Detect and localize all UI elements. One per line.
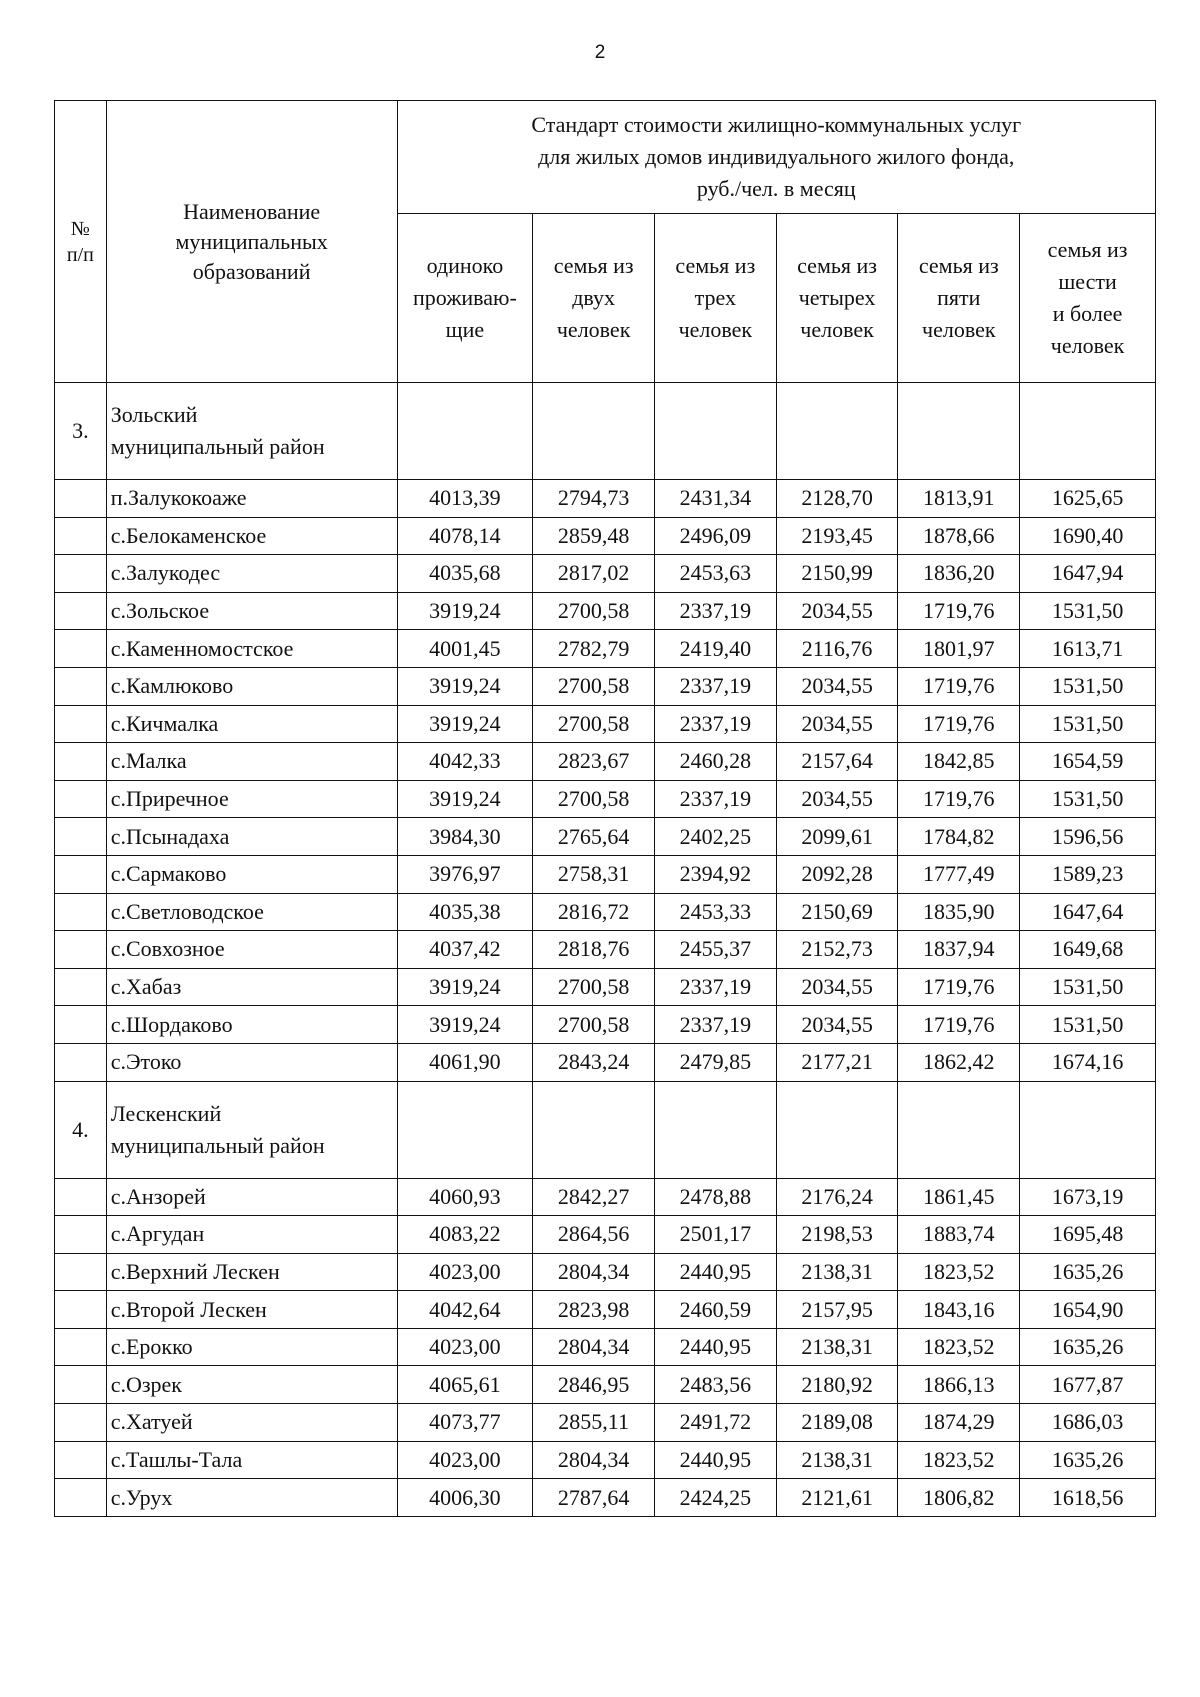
col-header-line: трех bbox=[694, 285, 737, 310]
cost-value: 3919,24 bbox=[397, 705, 533, 743]
cost-value: 1531,50 bbox=[1020, 1006, 1156, 1044]
section-name-line2: муниципальный район bbox=[110, 1132, 325, 1158]
cost-value: 2453,33 bbox=[654, 893, 776, 931]
settlement-name: с.Верхний Лескен bbox=[106, 1253, 397, 1291]
empty-cell bbox=[654, 383, 776, 480]
num-label-line1: № bbox=[70, 217, 90, 240]
col-header-line: человек bbox=[678, 317, 753, 342]
row-number-cell bbox=[55, 1253, 107, 1291]
cost-value: 1531,50 bbox=[1020, 780, 1156, 818]
cost-value: 3919,24 bbox=[397, 667, 533, 705]
cost-value: 4023,00 bbox=[397, 1253, 533, 1291]
cost-value: 2496,09 bbox=[654, 517, 776, 555]
cost-value: 3984,30 bbox=[397, 818, 533, 856]
cost-value: 1823,52 bbox=[898, 1253, 1020, 1291]
cost-value: 2116,76 bbox=[776, 630, 898, 668]
cost-value: 3919,24 bbox=[397, 780, 533, 818]
cost-value: 1589,23 bbox=[1020, 855, 1156, 893]
cost-value: 1843,16 bbox=[898, 1291, 1020, 1329]
col-header-line: и более bbox=[1052, 301, 1123, 326]
table-row bbox=[55, 667, 1156, 705]
page-number: 2 bbox=[594, 42, 606, 63]
col-header-line: семья из bbox=[553, 253, 634, 278]
cost-value: 2034,55 bbox=[776, 667, 898, 705]
col-header-household-2 bbox=[533, 214, 655, 383]
cost-value: 1719,76 bbox=[898, 780, 1020, 818]
col-header-line: человек bbox=[556, 317, 631, 342]
settlement-name: с.Ерокко bbox=[106, 1328, 397, 1366]
row-number-cell bbox=[55, 705, 107, 743]
cost-value: 2138,31 bbox=[776, 1328, 898, 1366]
settlement-name: с.Залукодес bbox=[106, 555, 397, 593]
row-number-cell bbox=[55, 743, 107, 781]
cost-value: 2804,34 bbox=[533, 1441, 655, 1479]
cost-value: 1654,90 bbox=[1020, 1291, 1156, 1329]
cost-value: 1695,48 bbox=[1020, 1216, 1156, 1254]
cost-value: 2034,55 bbox=[776, 968, 898, 1006]
empty-cell bbox=[533, 1081, 655, 1178]
cost-value: 1719,76 bbox=[898, 705, 1020, 743]
main-title-line2: для жилых домов индивидуального жилого фонда, bbox=[538, 144, 1015, 169]
cost-value: 2394,92 bbox=[654, 855, 776, 893]
cost-value: 1883,74 bbox=[898, 1216, 1020, 1254]
row-number-cell bbox=[55, 1328, 107, 1366]
cost-value: 1618,56 bbox=[1020, 1479, 1156, 1517]
col-header-line: семья из bbox=[675, 253, 756, 278]
cost-value: 1596,56 bbox=[1020, 818, 1156, 856]
table-row bbox=[55, 1178, 1156, 1216]
cost-value: 1649,68 bbox=[1020, 931, 1156, 969]
cost-value: 2337,19 bbox=[654, 705, 776, 743]
cost-value: 2817,02 bbox=[533, 555, 655, 593]
cost-value: 2424,25 bbox=[654, 1479, 776, 1517]
cost-value: 2034,55 bbox=[776, 1006, 898, 1044]
col-header-line: щие bbox=[445, 317, 485, 342]
main-title-line1: Стандарт стоимости жилищно-коммунальных услуг bbox=[531, 112, 1022, 137]
row-number-cell bbox=[55, 1291, 107, 1329]
section-number: 4. bbox=[55, 1081, 107, 1178]
col-header-line: проживаю- bbox=[412, 285, 517, 310]
cost-value: 4065,61 bbox=[397, 1366, 533, 1404]
cost-value: 2440,95 bbox=[654, 1253, 776, 1291]
cost-value: 2431,34 bbox=[654, 480, 776, 518]
empty-cell bbox=[898, 1081, 1020, 1178]
settlement-name: с.Ташлы-Тала bbox=[106, 1441, 397, 1479]
cost-value: 2193,45 bbox=[776, 517, 898, 555]
settlement-name: п.Залукокоаже bbox=[106, 480, 397, 518]
row-number-cell bbox=[55, 1404, 107, 1442]
col-header-line: шести bbox=[1058, 269, 1117, 294]
empty-cell bbox=[776, 1081, 898, 1178]
table-row bbox=[55, 1328, 1156, 1366]
cost-value: 2460,28 bbox=[654, 743, 776, 781]
settlement-name: с.Малка bbox=[106, 743, 397, 781]
col-header-line: семья из bbox=[918, 253, 999, 278]
row-number-cell bbox=[55, 1479, 107, 1517]
cost-value: 2846,95 bbox=[533, 1366, 655, 1404]
section-name-line2: муниципальный район bbox=[110, 434, 325, 459]
cost-value: 1531,50 bbox=[1020, 592, 1156, 630]
cost-value: 4083,22 bbox=[397, 1216, 533, 1254]
table-row bbox=[55, 1253, 1156, 1291]
table-row bbox=[55, 592, 1156, 630]
table-row bbox=[55, 1216, 1156, 1254]
settlement-name: с.Аргудан bbox=[106, 1216, 397, 1254]
row-number-cell bbox=[55, 818, 107, 856]
col-header-household-6 bbox=[1020, 214, 1156, 383]
cost-value: 1677,87 bbox=[1020, 1366, 1156, 1404]
cost-value: 1719,76 bbox=[898, 667, 1020, 705]
section-name bbox=[106, 383, 397, 480]
table-row bbox=[55, 855, 1156, 893]
cost-value: 2128,70 bbox=[776, 480, 898, 518]
cost-value: 1719,76 bbox=[898, 592, 1020, 630]
settlement-name: с.Анзорей bbox=[106, 1178, 397, 1216]
col-header-number bbox=[55, 101, 107, 383]
section-name-line1: Лескенский bbox=[110, 1100, 222, 1126]
cost-value: 4013,39 bbox=[397, 480, 533, 518]
cost-value: 2402,25 bbox=[654, 818, 776, 856]
section-name bbox=[106, 1081, 397, 1178]
table-row bbox=[55, 1441, 1156, 1479]
settlement-name: с.Светловодское bbox=[106, 893, 397, 931]
row-number-cell bbox=[55, 555, 107, 593]
cost-value: 2138,31 bbox=[776, 1253, 898, 1291]
name-label-line2: муниципальных bbox=[175, 228, 328, 254]
cost-value: 2794,73 bbox=[533, 480, 655, 518]
cost-value: 3919,24 bbox=[397, 968, 533, 1006]
col-header-line: четырех bbox=[798, 285, 876, 310]
cost-value: 2150,69 bbox=[776, 893, 898, 931]
cost-value: 2189,08 bbox=[776, 1404, 898, 1442]
table-row bbox=[55, 480, 1156, 518]
col-header-line: одиноко bbox=[426, 253, 504, 278]
col-header-name bbox=[106, 101, 397, 383]
cost-value: 2700,58 bbox=[533, 780, 655, 818]
settlement-name: с.Камлюково bbox=[106, 667, 397, 705]
cost-value: 1777,49 bbox=[898, 855, 1020, 893]
cost-value: 4035,68 bbox=[397, 555, 533, 593]
cost-value: 1654,59 bbox=[1020, 743, 1156, 781]
cost-value: 1862,42 bbox=[898, 1043, 1020, 1081]
cost-value: 2700,58 bbox=[533, 968, 655, 1006]
empty-cell bbox=[533, 383, 655, 480]
settlement-name: с.Хабаз bbox=[106, 968, 397, 1006]
cost-value: 2034,55 bbox=[776, 780, 898, 818]
cost-value: 2843,24 bbox=[533, 1043, 655, 1081]
cost-value: 1647,64 bbox=[1020, 893, 1156, 931]
cost-value: 4078,14 bbox=[397, 517, 533, 555]
num-label-line2: п/п bbox=[66, 243, 94, 266]
row-number-cell bbox=[55, 667, 107, 705]
cost-value: 2092,28 bbox=[776, 855, 898, 893]
cost-value: 1635,26 bbox=[1020, 1253, 1156, 1291]
cost-value: 2337,19 bbox=[654, 592, 776, 630]
cost-value: 2823,67 bbox=[533, 743, 655, 781]
cost-value: 2758,31 bbox=[533, 855, 655, 893]
cost-value: 2700,58 bbox=[533, 667, 655, 705]
cost-value: 4035,38 bbox=[397, 893, 533, 931]
table-row bbox=[55, 630, 1156, 668]
cost-value: 2804,34 bbox=[533, 1253, 655, 1291]
cost-value: 1835,90 bbox=[898, 893, 1020, 931]
cost-value: 2816,72 bbox=[533, 893, 655, 931]
cost-value: 3919,24 bbox=[397, 592, 533, 630]
empty-cell bbox=[898, 383, 1020, 480]
cost-value: 2782,79 bbox=[533, 630, 655, 668]
cost-value: 2491,72 bbox=[654, 1404, 776, 1442]
settlement-name: с.Приречное bbox=[106, 780, 397, 818]
cost-value: 1823,52 bbox=[898, 1441, 1020, 1479]
cost-value: 2765,64 bbox=[533, 818, 655, 856]
cost-value: 2337,19 bbox=[654, 667, 776, 705]
table-row bbox=[55, 555, 1156, 593]
cost-value: 2157,64 bbox=[776, 743, 898, 781]
col-header-line: пяти bbox=[937, 285, 981, 310]
table-row bbox=[55, 968, 1156, 1006]
settlement-name: с.Этоко bbox=[106, 1043, 397, 1081]
col-header-household-3 bbox=[654, 214, 776, 383]
cost-value: 2804,34 bbox=[533, 1328, 655, 1366]
cost-value: 2453,63 bbox=[654, 555, 776, 593]
cost-value: 2460,59 bbox=[654, 1291, 776, 1329]
cost-value: 2700,58 bbox=[533, 592, 655, 630]
settlement-name: с.Совхозное bbox=[106, 931, 397, 969]
col-header-line: семья из bbox=[1047, 237, 1128, 262]
cost-value: 2034,55 bbox=[776, 592, 898, 630]
col-header-line: человек bbox=[1050, 333, 1125, 358]
cost-value: 2842,27 bbox=[533, 1178, 655, 1216]
settlement-name: с.Урух bbox=[106, 1479, 397, 1517]
cost-value: 2099,61 bbox=[776, 818, 898, 856]
settlement-name: с.Хатуей bbox=[106, 1404, 397, 1442]
cost-value: 2787,64 bbox=[533, 1479, 655, 1517]
settlement-name: с.Псынадаха bbox=[106, 818, 397, 856]
cost-value: 2198,53 bbox=[776, 1216, 898, 1254]
cost-value: 2337,19 bbox=[654, 780, 776, 818]
cost-value: 4042,33 bbox=[397, 743, 533, 781]
cost-value: 4042,64 bbox=[397, 1291, 533, 1329]
empty-cell bbox=[776, 383, 898, 480]
col-header-line: семья из bbox=[797, 253, 877, 278]
settlement-name: с.Кичмалка bbox=[106, 705, 397, 743]
section-row bbox=[55, 383, 1156, 480]
cost-value: 2034,55 bbox=[776, 705, 898, 743]
cost-value: 2180,92 bbox=[776, 1366, 898, 1404]
cost-value: 1674,16 bbox=[1020, 1043, 1156, 1081]
row-number-cell bbox=[55, 1441, 107, 1479]
col-header-cost-standard bbox=[397, 101, 1155, 214]
row-number-cell bbox=[55, 630, 107, 668]
row-number-cell bbox=[55, 968, 107, 1006]
row-number-cell bbox=[55, 855, 107, 893]
cost-value: 1686,03 bbox=[1020, 1404, 1156, 1442]
cost-value: 1531,50 bbox=[1020, 667, 1156, 705]
row-number-cell bbox=[55, 480, 107, 518]
table-row bbox=[55, 1404, 1156, 1442]
col-header-line: человек bbox=[800, 317, 874, 342]
cost-value: 2855,11 bbox=[533, 1404, 655, 1442]
cost-value: 1806,82 bbox=[898, 1479, 1020, 1517]
table-row bbox=[55, 1043, 1156, 1081]
cost-value: 3919,24 bbox=[397, 1006, 533, 1044]
empty-cell bbox=[654, 1081, 776, 1178]
cost-value: 1861,45 bbox=[898, 1178, 1020, 1216]
cost-value: 2150,99 bbox=[776, 555, 898, 593]
cost-value: 1690,40 bbox=[1020, 517, 1156, 555]
cost-value: 1613,71 bbox=[1020, 630, 1156, 668]
cost-value: 2138,31 bbox=[776, 1441, 898, 1479]
col-header-household-4 bbox=[776, 214, 898, 383]
cost-value: 4061,90 bbox=[397, 1043, 533, 1081]
cost-value: 1836,20 bbox=[898, 555, 1020, 593]
cost-value: 4073,77 bbox=[397, 1404, 533, 1442]
name-label-line3: образований bbox=[192, 258, 311, 284]
empty-cell bbox=[1020, 383, 1156, 480]
cost-value: 1813,91 bbox=[898, 480, 1020, 518]
cost-standard-table bbox=[54, 100, 1156, 1517]
table-row bbox=[55, 705, 1156, 743]
settlement-name: с.Каменномостское bbox=[106, 630, 397, 668]
table-row bbox=[55, 893, 1156, 931]
cost-value: 2483,56 bbox=[654, 1366, 776, 1404]
cost-value: 1784,82 bbox=[898, 818, 1020, 856]
row-number-cell bbox=[55, 1216, 107, 1254]
cost-value: 2818,76 bbox=[533, 931, 655, 969]
cost-value: 4037,42 bbox=[397, 931, 533, 969]
cost-value: 1866,13 bbox=[898, 1366, 1020, 1404]
settlement-name: с.Озрек bbox=[106, 1366, 397, 1404]
table-row bbox=[55, 743, 1156, 781]
table-row bbox=[55, 1479, 1156, 1517]
cost-value: 1719,76 bbox=[898, 1006, 1020, 1044]
cost-value: 2700,58 bbox=[533, 705, 655, 743]
name-label-line1: Наименование bbox=[183, 198, 321, 224]
cost-value: 2478,88 bbox=[654, 1178, 776, 1216]
cost-value: 1823,52 bbox=[898, 1328, 1020, 1366]
cost-value: 4006,30 bbox=[397, 1479, 533, 1517]
row-number-cell bbox=[55, 931, 107, 969]
row-number-cell bbox=[55, 1043, 107, 1081]
cost-value: 2440,95 bbox=[654, 1328, 776, 1366]
table-row bbox=[55, 1006, 1156, 1044]
row-number-cell bbox=[55, 592, 107, 630]
table-row bbox=[55, 780, 1156, 818]
row-number-cell bbox=[55, 1178, 107, 1216]
main-title-line3: руб./чел. в месяц bbox=[696, 176, 856, 201]
empty-cell bbox=[397, 1081, 533, 1178]
settlement-name: с.Второй Лескен bbox=[106, 1291, 397, 1329]
col-header-line: человек bbox=[922, 317, 996, 342]
cost-value: 2501,17 bbox=[654, 1216, 776, 1254]
cost-value: 4001,45 bbox=[397, 630, 533, 668]
cost-value: 2419,40 bbox=[654, 630, 776, 668]
col-header-line: двух bbox=[572, 285, 616, 310]
cost-value: 1719,76 bbox=[898, 968, 1020, 1006]
cost-value: 4060,93 bbox=[397, 1178, 533, 1216]
cost-value: 2479,85 bbox=[654, 1043, 776, 1081]
cost-value: 3976,97 bbox=[397, 855, 533, 893]
row-number-cell bbox=[55, 1006, 107, 1044]
cost-value: 1635,26 bbox=[1020, 1441, 1156, 1479]
col-header-household-1 bbox=[397, 214, 533, 383]
empty-cell bbox=[1020, 1081, 1156, 1178]
cost-value: 2337,19 bbox=[654, 1006, 776, 1044]
section-row bbox=[55, 1081, 1156, 1178]
settlement-name: с.Шордаково bbox=[106, 1006, 397, 1044]
cost-value: 2337,19 bbox=[654, 968, 776, 1006]
cost-value: 1531,50 bbox=[1020, 705, 1156, 743]
table-row bbox=[55, 1291, 1156, 1329]
section-number: 3. bbox=[55, 383, 107, 480]
table-row bbox=[55, 1366, 1156, 1404]
settlement-name: с.Зольское bbox=[106, 592, 397, 630]
cost-value: 2700,58 bbox=[533, 1006, 655, 1044]
cost-value: 1635,26 bbox=[1020, 1328, 1156, 1366]
cost-value: 2859,48 bbox=[533, 517, 655, 555]
settlement-name: с.Белокаменское bbox=[106, 517, 397, 555]
cost-value: 2157,95 bbox=[776, 1291, 898, 1329]
cost-value: 2121,61 bbox=[776, 1479, 898, 1517]
cost-value: 1531,50 bbox=[1020, 968, 1156, 1006]
cost-value: 1647,94 bbox=[1020, 555, 1156, 593]
cost-value: 1801,97 bbox=[898, 630, 1020, 668]
row-number-cell bbox=[55, 517, 107, 555]
cost-value: 2440,95 bbox=[654, 1441, 776, 1479]
cost-value: 2455,37 bbox=[654, 931, 776, 969]
cost-value: 2152,73 bbox=[776, 931, 898, 969]
settlement-name: с.Сармаково bbox=[106, 855, 397, 893]
section-name-line1: Зольский bbox=[110, 402, 198, 427]
cost-value: 1878,66 bbox=[898, 517, 1020, 555]
cost-value: 2176,24 bbox=[776, 1178, 898, 1216]
col-header-household-5 bbox=[898, 214, 1020, 383]
row-number-cell bbox=[55, 780, 107, 818]
cost-value: 1837,94 bbox=[898, 931, 1020, 969]
cost-value: 2864,56 bbox=[533, 1216, 655, 1254]
cost-value: 1874,29 bbox=[898, 1404, 1020, 1442]
table-row bbox=[55, 517, 1156, 555]
cost-value: 2823,98 bbox=[533, 1291, 655, 1329]
cost-value: 1673,19 bbox=[1020, 1178, 1156, 1216]
cost-value: 4023,00 bbox=[397, 1441, 533, 1479]
row-number-cell bbox=[55, 893, 107, 931]
table-row bbox=[55, 818, 1156, 856]
row-number-cell bbox=[55, 1366, 107, 1404]
cost-value: 2177,21 bbox=[776, 1043, 898, 1081]
cost-value: 4023,00 bbox=[397, 1328, 533, 1366]
table-row bbox=[55, 931, 1156, 969]
cost-value: 1842,85 bbox=[898, 743, 1020, 781]
table-body bbox=[55, 383, 1156, 1517]
cost-value: 1625,65 bbox=[1020, 480, 1156, 518]
empty-cell bbox=[397, 383, 533, 480]
